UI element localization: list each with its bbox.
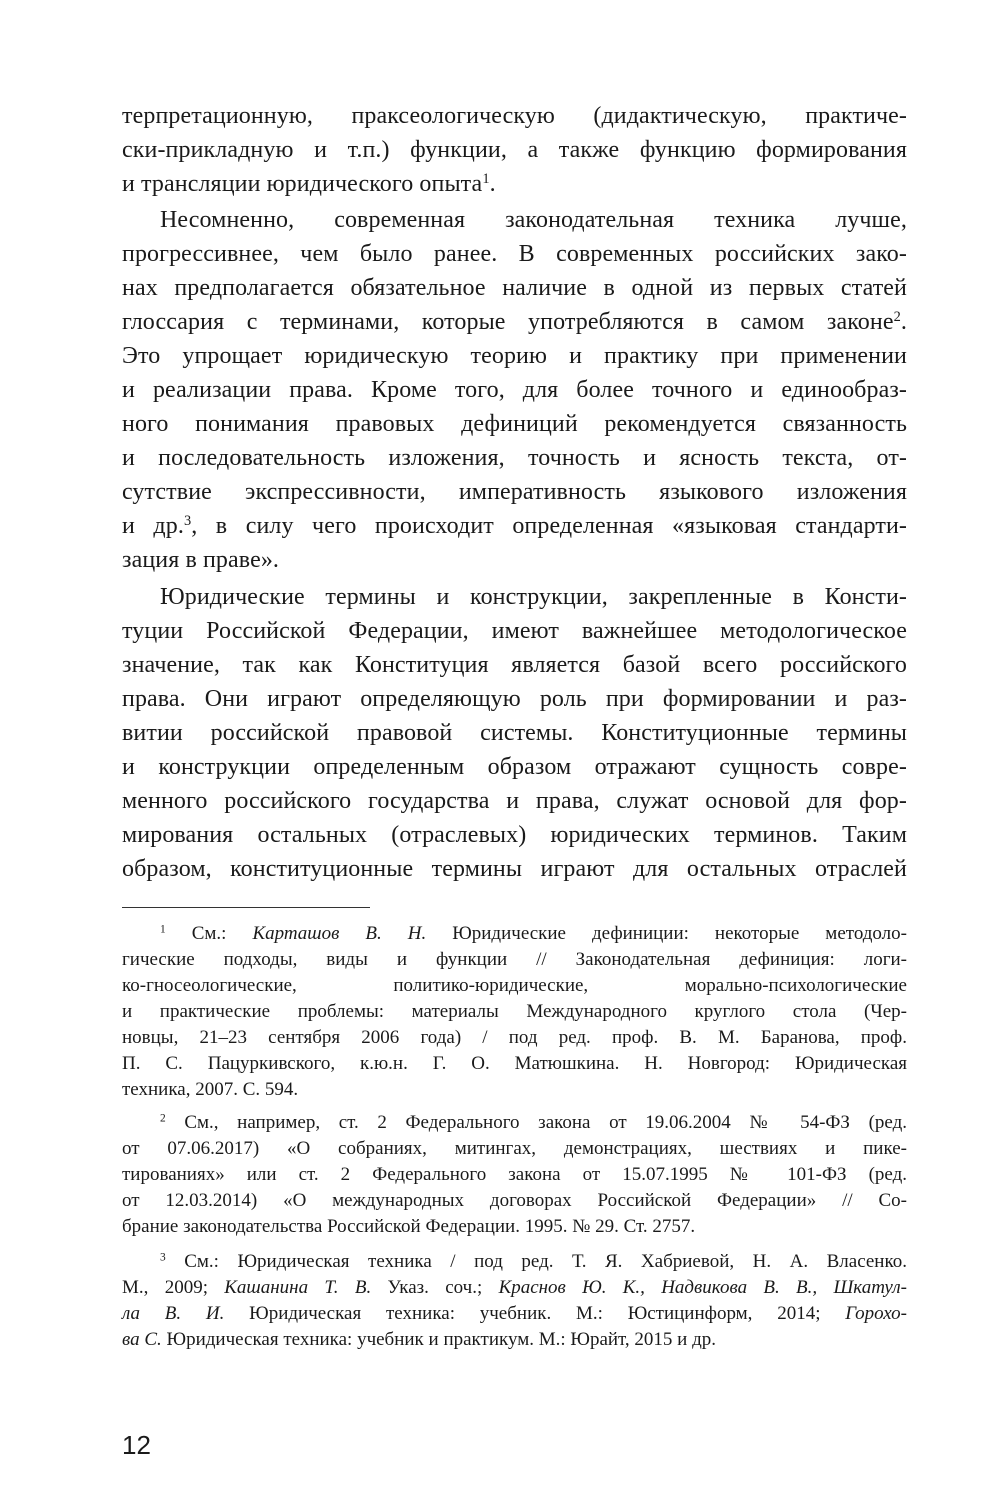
text-line — [122, 305, 907, 339]
text-line: и реализации права. Кроме того, для более точного и единообраз- — [122, 377, 907, 403]
author-name: Карташов В. Н. — [252, 923, 427, 944]
text-span: и др. — [122, 513, 184, 539]
text-line: ного понимания правовых дефиниций рекомендуется связанность — [122, 411, 907, 437]
text-line: витии российской правовой системы. Конституционные термины — [122, 720, 907, 746]
text-line: значение, так как Конституция является базой всего российского — [122, 652, 907, 678]
footnote-2 — [160, 1110, 907, 1136]
footnote-mark: 3 — [160, 1251, 166, 1264]
author-name: Краснов Ю. К., Надвикова В. В., Шкатул- — [498, 1277, 907, 1298]
text-line: Несомненно, современная законодательная техника лучше, — [160, 207, 907, 233]
text-span: М., 2009; — [122, 1277, 225, 1298]
text-line: мирования остальных (отраслевых) юридических терминов. Таким — [122, 822, 907, 848]
text-span: . — [900, 309, 907, 335]
text-line: сутствие экспрессивности, императивность языкового изложения — [122, 479, 907, 505]
footnote-1 — [160, 921, 907, 947]
text-line: и конструкции определенным образом отражают сущность совре- — [122, 754, 907, 780]
text-span: Указ. соч.; — [371, 1277, 499, 1298]
text-span: Юридические дефиниции: некоторые методоло- — [426, 923, 907, 944]
footnote-line: гические подходы, виды и функции // Законодательная дефиниция: логи- — [122, 949, 907, 970]
text-line: нах предполагается обязательное наличие в одной из первых статей — [122, 275, 907, 301]
text-line: прогрессивнее, чем было ранее. В современных российских зако- — [122, 241, 907, 267]
page-number: 12 — [122, 1430, 151, 1460]
text-line — [122, 167, 907, 201]
text-span: Юридическая техника: учебник и практикум. М.: Юрайт, 2015 и др. — [161, 1329, 717, 1350]
text-span: См.: Юридическая техника / под ред. Т. Я. Хабриевой, Н. А. Власенко. — [184, 1251, 907, 1272]
author-name: ла В. И. — [122, 1303, 225, 1324]
text-span: Юридическая техника: учебник. М.: Юстицинформ, 2014; — [224, 1303, 846, 1324]
footnote-line: новцы, 21–23 сентября 2006 года) / под ред. проф. В. М. Баранова, проф. — [122, 1027, 907, 1048]
text-span: См.: — [191, 923, 253, 944]
footnote-line: ко-гносеологические, политико-юридические, морально-психологические — [122, 975, 907, 996]
text-line: ски-прикладную и т.п.) функции, а также функцию формирования — [122, 137, 907, 163]
footnote-line — [122, 1301, 907, 1327]
text-span: . — [489, 171, 496, 197]
text-span: и трансляции юридического опыта — [122, 171, 483, 197]
footnote-line: тированиях» или ст. 2 Федерального закона от 15.07.1995 № 101-ФЗ (ред. — [122, 1164, 907, 1185]
text-line: образом, конституционные термины играют для остальных отраслей — [122, 856, 907, 882]
footnote-3 — [160, 1249, 907, 1275]
footnote-line: от 12.03.2014) «О международных договорах Российской Федерации» // Со- — [122, 1190, 907, 1211]
text-line: зация в праве». — [122, 547, 280, 573]
text-line: терпретационную, праксеологическую (дидактическую, практиче- — [122, 103, 907, 129]
footnote-line: П. С. Пацуркивского, к.ю.н. Г. О. Матюшкина. Н. Новгород: Юридическая — [122, 1053, 907, 1074]
text-line: менного российского государства и права, служат основой для фор- — [122, 788, 907, 814]
footnote-line — [122, 1327, 907, 1353]
text-line: права. Они играют определяющую роль при формировании и раз- — [122, 686, 907, 712]
footnote-ref-2[interactable]: 2 — [893, 309, 901, 326]
footnote-ref-1[interactable]: 1 — [482, 171, 490, 188]
author-name: ва С. — [122, 1329, 162, 1350]
footnote-line: техника, 2007. С. 594. — [122, 1079, 299, 1100]
footnote-line: брание законодательства Российской Федерации. 1995. № 29. Ст. 2757. — [122, 1216, 696, 1237]
text-line — [122, 509, 907, 543]
footnote-separator — [122, 907, 370, 908]
text-span: См., например, ст. 2 Федерального закона от 19.06.2004 № 54-ФЗ (ред. — [184, 1112, 907, 1133]
author-name: Кашанина Т. В. — [224, 1277, 372, 1298]
footnote-ref-3[interactable]: 3 — [183, 513, 192, 530]
text-line: Юридические термины и конструкции, закрепленные в Консти- — [160, 584, 907, 610]
author-name: Горохо- — [845, 1303, 908, 1324]
text-line: туции Российской Федерации, имеют важнейшее методологическое — [122, 618, 907, 644]
text-line: Это упрощает юридическую теорию и практику при применении — [122, 343, 907, 369]
footnote-line — [122, 1275, 907, 1301]
footnote-line: от 07.06.2017) «О собраниях, митингах, демонстрациях, шествиях и пике- — [122, 1138, 907, 1159]
footnote-mark: 1 — [160, 923, 166, 936]
text-line: и последовательность изложения, точность и ясность текста, от- — [122, 445, 907, 471]
text-span: , в силу чего происходит определенная «языковая стандарти- — [191, 513, 907, 539]
footnote-mark: 2 — [160, 1112, 166, 1125]
footnote-line: и практические проблемы: материалы Международного круглого стола (Чер- — [122, 1001, 907, 1022]
text-span: глоссария с терминами, которые употребляются в самом законе — [122, 309, 894, 335]
